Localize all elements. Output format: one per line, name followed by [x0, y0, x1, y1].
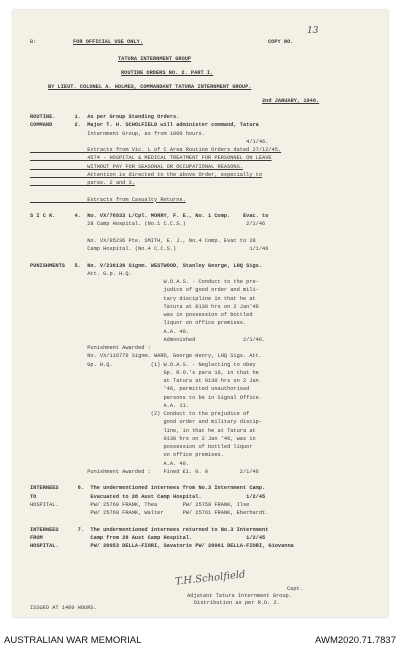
body-line: WITHOUT PAY FOR SEASONAL OR OCCUPATIONAL REASONS. [30, 163, 243, 170]
body-line: Extracts from Casualty Returns. [30, 196, 186, 203]
body-line: No. VX/116776 Signm. WARD, George Henry, LHQ Sigs. Att. [30, 353, 263, 360]
orders-title: ROUTINE ORDERS NO. 2. PART I. [121, 70, 214, 76]
body-line: TO Evacuated to 28 Aust Camp Hospital. 1/2/45 [30, 493, 266, 500]
body-line: FROM Camp from 28 Aust Camp Hospital. 1/2/45 [30, 534, 266, 541]
body-line: paras. 2 and 3. [30, 180, 135, 186]
restriction-label: FOR OFFICIAL USE ONLY. [73, 39, 143, 45]
body-line: ROUTINE. 1. As per Group Standing Orders. [30, 114, 180, 120]
issued-time: ISSUED AT 1400 HOURS. [30, 605, 97, 611]
handwritten-signature: T.H.Scholfield [174, 569, 246, 588]
distribution-line: Distribution as per R.O. 2. [194, 600, 280, 606]
body-line: tary discipline in that he at [30, 295, 256, 302]
body-line: liquor on office premises. [30, 320, 247, 327]
body-line: 4/1/46. [30, 138, 269, 145]
body-line: A.A. 11. [30, 402, 189, 409]
body-line: 4574 - HOSPITAL & MEDICAL TREATMENT FOR PERSONNEL ON LEAVE [30, 155, 272, 162]
body-line: HOSPITAL. PW/ 25760 FRANK, Thea PW/ 25759 FRANK, Ilse [30, 501, 250, 508]
body-line: Punishment Awarded : [30, 345, 151, 351]
body-line: Admonished 2/1/46. [30, 336, 266, 343]
body-line: Internment Group, as from 1000 hours. [30, 130, 205, 137]
body-line: Extracts from Vic. L of C Area Routine Orders dated 27/12/45. [30, 147, 282, 153]
body-line: W.O.A.S. - Conduct to the pre- [30, 279, 259, 285]
body-line: Tatura at 0130 hrs on 2 Jan'46 [30, 303, 259, 310]
body-line: '46, permitted unauthorised [30, 386, 250, 393]
body-line: possession of bottled liquor [30, 444, 253, 450]
body-line: INTERNEES 7. The undermentioned internees returned to No.3 Internment [30, 526, 269, 533]
body-line: on office premises. [30, 452, 224, 459]
body-line: INTERNEES 6. The undermentioned internees from No.3 Internment Camp. [30, 485, 266, 492]
body-line: Camp Hospital. (No.4 C.C.S.) 1/1/46 [30, 246, 269, 252]
left-mark: B: [30, 39, 37, 45]
body-line: line, in that he at Tatura at [30, 427, 256, 434]
body-line: good order and military discip- [30, 419, 263, 426]
body-line: Att. G.p. H.Q. [30, 270, 132, 277]
body-line: persons to be in Signal Office. [30, 394, 263, 401]
body-line: A.A. 40. [30, 328, 189, 335]
body-line: (2) Conduct to the prejudice of [30, 411, 250, 417]
archive-label: AUSTRALIAN WAR MEMORIAL [4, 635, 142, 646]
body-line: Punishment Awarded : Fined £1. 0. 0 2/1/46 [30, 468, 259, 475]
body-line: PUNISHMENTS 5. No. V/236136 Signm. WESTWOOD, Stanley George, LHQ Sigs. [30, 262, 263, 269]
body-line: Gp. R.O.'s para 16, in that he [30, 369, 259, 376]
body-line: judice of good order and mili- [30, 287, 259, 294]
copy-label: COPY NO. [268, 39, 294, 45]
signature-rank: Capt. [287, 586, 303, 592]
group-title: TATURA INTERNMENT GROUP [118, 56, 192, 62]
body-line: S I C K. 4. No. VX/76933 L/Cpl. MORRY, F. E., No. 1 Comp. Evac. to [30, 213, 269, 219]
commandant-line: BY LIEUT. COLONEL A. HOLMES, COMMANDANT TATURA INTERNMENT GROUP. [48, 84, 252, 90]
body-line: at Tatura at 0130 hrs on 2 Jan [30, 378, 259, 384]
body-line: Attention is directed to the above Order, especially to [30, 171, 263, 178]
body-line: COMMAND 2. Major T. H. SCHOLFIELD will administer command, Tatura [30, 122, 259, 129]
archive-reference: AWM2020.71.7837 [315, 635, 396, 646]
body-line: Gp. H.Q. (1) W.O.A.S. - Neglecting to obey [30, 361, 256, 368]
body-line: No. VX/85236 Pte. SMITH, E. J., No.4 Comp. Evac to 28 [30, 237, 256, 244]
body-line: 28 Camp Hospital. (No.1 C.C.S.) 2/1/46 [30, 221, 266, 228]
body-line: was in possession of bottled [30, 312, 253, 318]
order-date: 2nd JANUARY, 1946. [262, 98, 320, 104]
body-line: PW/ 25760 FRANK, Walter PW/ 25761 FRANK, Eberhardt. [30, 510, 269, 516]
body-line: 0130 hrs on 2 Jan '46, was in [30, 435, 256, 442]
body-line: HOSPITAL. PW/ 20053 DELLA-FIORI, Savatorie PW/ 20061 DELLA-FIORI, Giovanna [30, 543, 294, 549]
body-line: A.A. 40. [30, 460, 189, 467]
signature-title: Adjutant Tatura Internment Group. [187, 593, 292, 599]
copy-number: 13 [307, 26, 319, 36]
